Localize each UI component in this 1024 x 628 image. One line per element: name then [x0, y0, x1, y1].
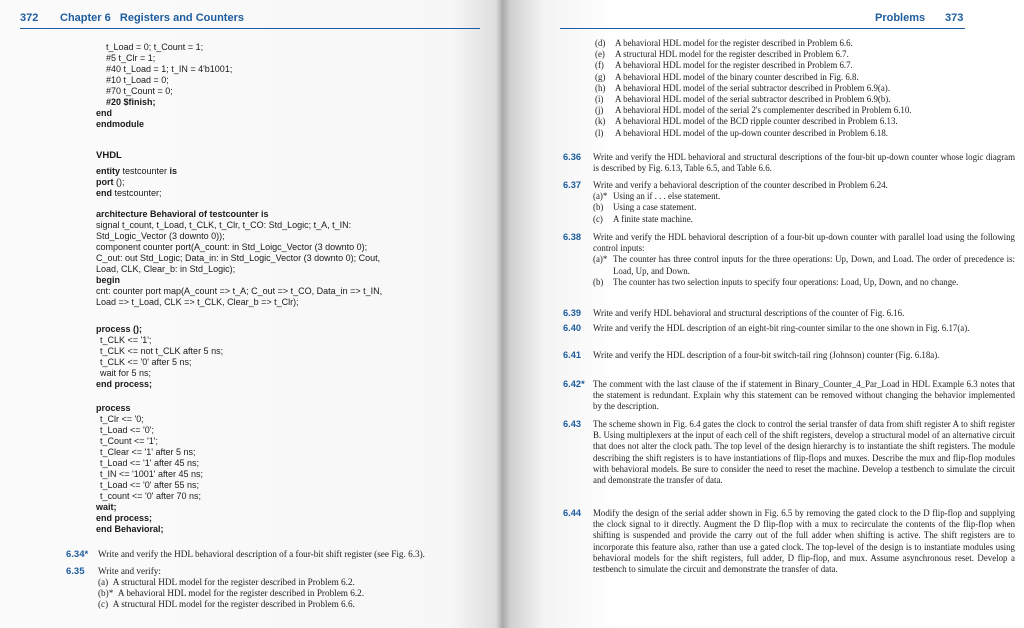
list-item	[593, 191, 1015, 202]
list-item	[595, 105, 1015, 116]
problem-number: 6.39	[563, 308, 582, 318]
item-label: (e)	[595, 49, 605, 60]
code-token: entity	[96, 166, 123, 176]
code-line: t_CLK <= not t_CLK after 5 ns;	[100, 346, 224, 356]
list-item	[66, 599, 486, 610]
code-token: testcounter;	[114, 188, 162, 198]
item-label: (b)	[593, 276, 604, 287]
item-label: (g)	[595, 71, 606, 82]
code-line: process ();	[96, 324, 143, 334]
list-item	[593, 214, 1015, 225]
code-line: t_Load <= '0';	[100, 425, 154, 435]
code-line: #20 $finish;	[106, 97, 156, 107]
problems-header: Problems	[875, 12, 926, 24]
problem-6-44	[563, 508, 1015, 575]
code-line: end Behavioral;	[96, 524, 164, 534]
item-text: A behavioral HDL model of the serial subtractor described in Problem 6.9(a).	[615, 82, 890, 93]
code-token: testcounter	[122, 166, 170, 176]
vhdl-entity	[96, 166, 177, 199]
list-item	[593, 277, 1015, 288]
problem-text: Write and verify a behavioral description of the counter described in Problem 6.24.	[593, 180, 888, 190]
problem-number: 6.36	[563, 152, 582, 162]
item-text: Using an if . . . else statement.	[613, 191, 721, 202]
problem-number: 6.37	[563, 180, 582, 190]
problem-number: 6.41	[563, 350, 582, 360]
code-line: end process;	[96, 513, 153, 523]
code-line: Std_Logic_Vector (3 downto 0));	[96, 231, 225, 241]
problem-6-38	[563, 232, 1015, 288]
item-label: (i)	[595, 94, 604, 105]
item-text: A structural HDL model for the register described in Problem 6.7.	[615, 49, 849, 60]
item-text: A behavioral HDL model of the serial subtractor described in Problem 6.9(b).	[615, 94, 891, 105]
code-line: t_Load = 0; t_Count = 1;	[106, 42, 204, 52]
list-item	[595, 38, 1015, 49]
list-item	[595, 128, 1015, 139]
problem-number: 6.40	[563, 323, 582, 333]
code-line: t_Count <= '1';	[100, 436, 158, 446]
code-line: Load, CLK, Clear_b: in Std_Logic);	[96, 264, 236, 274]
code-line: endmodule	[96, 119, 145, 129]
problem-6-42	[563, 379, 1015, 413]
left-page-number: 372	[20, 12, 39, 24]
item-label: (a)*	[593, 191, 608, 202]
code-line: wait;	[96, 502, 117, 512]
code-line: wait for 5 ns;	[100, 368, 152, 378]
code-line	[96, 188, 177, 199]
item-label: (a)*	[593, 254, 608, 265]
vhdl-process-1	[96, 324, 223, 390]
item-label: (j)	[595, 105, 604, 116]
code-line: component counter port(A_count: in Std_Loigc_Vector (3 downto 0);	[96, 242, 368, 252]
item-text: The counter has two selection inputs to specify four operations: Load, Up, Down, and no change.	[613, 276, 959, 287]
code-line: end process;	[96, 379, 153, 389]
list-item	[595, 49, 1015, 60]
problem-6-40	[563, 323, 1015, 334]
problem-number: 6.35	[66, 566, 85, 577]
item-label: (b)	[593, 202, 604, 213]
item-label: (a)	[98, 577, 109, 587]
problem-text: The comment with the last clause of the if statement in Binary_Counter_4_Par_Load in HDL Example 6.3 notes that the statement is redundant. Explain why this statement can be removed without changing the behavior implemented by the description.	[593, 379, 1015, 412]
code-token: end	[96, 188, 115, 198]
problem-text: Write and verify the HDL behavioral and structural descriptions of the four-bit up-down counter whose logic diagram is described by Fig. 6.13, Table 6.5, and Table 6.6.	[593, 152, 1015, 174]
item-text: A behavioral HDL model of the binary counter described in Fig. 6.8.	[615, 71, 859, 82]
problem-body	[593, 180, 1015, 225]
vhdl-label: VHDL	[96, 150, 122, 161]
problem-text: Write and verify HDL behavioral and structural descriptions of the counter of Fig. 6.16.	[593, 308, 905, 318]
problem-continuation-list	[595, 38, 1015, 139]
code-line: t_Load <= '1' after 45 ns;	[100, 458, 200, 468]
code-line: architecture Behavioral of testcounter is	[96, 209, 269, 219]
code-token: ();	[116, 177, 125, 187]
code-line: t_IN <= '1001' after 45 ns;	[100, 469, 204, 479]
code-line	[96, 177, 177, 188]
item-text: A finite state machine.	[613, 213, 693, 224]
list-item	[595, 60, 1015, 71]
item-text: A behavioral HDL model for the register described in Problem 6.7.	[615, 60, 853, 71]
item-text: A structural HDL model for the register described in Problem 6.6.	[112, 599, 355, 609]
item-text: The counter has three control inputs for the three operations: Up, Down, and Load. The order of precedence is: Load, Up, and Down.	[613, 254, 1015, 276]
code-line: #40 t_Load = 1; t_IN = 4'b1001;	[106, 64, 233, 74]
item-label: (k)	[595, 116, 606, 127]
left-header-rule	[20, 28, 480, 29]
vhdl-process-2	[96, 403, 203, 535]
code-line: t_Load <= '0' after 55 ns;	[100, 480, 200, 490]
item-label: (c)	[593, 213, 603, 224]
list-item	[66, 577, 486, 588]
list-item	[593, 254, 1015, 276]
item-text: A structural HDL model for the register described in Problem 6.2.	[112, 577, 355, 587]
list-item	[595, 94, 1015, 105]
item-label: (l)	[595, 127, 604, 138]
list-item	[593, 202, 1015, 213]
problem-text: Write and verify the HDL description of a four-bit switch-tail ring (Johnson) counter (Fig. 6.18a).	[593, 350, 940, 360]
code-line: begin	[96, 275, 120, 285]
code-line: #5 t_Clr = 1;	[106, 53, 156, 63]
left-page	[0, 0, 505, 628]
code-line: end	[96, 108, 113, 118]
problem-text: Write and verify:	[98, 566, 161, 576]
code-line: t_Clr <= '0;	[100, 414, 144, 424]
problem-6-34	[66, 549, 486, 560]
right-header-rule	[560, 28, 965, 29]
problem-number: 6.44	[563, 508, 582, 518]
right-page-number: 373	[945, 12, 964, 24]
code-line: t_count <= '0' after 70 ns;	[100, 491, 202, 501]
code-line	[96, 166, 177, 177]
code-line: #70 t_Count = 0;	[106, 86, 173, 96]
problem-text: Modify the design of the serial adder shown in Fig. 6.5 by removing the gated clock to the D flip-flop and supplying the clock signal to it directly. Augment the D flip-flop with a mux to recirculate the contents of the flip-flop when shifting is suspended and provide the carry out of the full adder when shifting is active. The shift registers are to incorporate this feature also, rather than use a gated clock. The top-level of the design is to instantiate modules using behavioral models for the shift registers, full adder, D flip-flop, and mux. Assume asynchronous reset. Develop a testbench to simulate the circuit and demonstrate the transfer of data.	[593, 508, 1015, 575]
problem-6-39	[563, 308, 1015, 319]
problem-number: 6.38	[563, 232, 582, 242]
item-text: A behavioral HDL model for the register described in Problem 6.6.	[615, 38, 853, 48]
vhdl-architecture	[96, 209, 382, 308]
item-text: A behavioral HDL model of the serial 2's complementer described in Problem 6.10.	[615, 105, 912, 116]
problem-6-37	[563, 180, 1015, 225]
code-line: process	[96, 403, 131, 413]
problem-number: 6.34*	[66, 549, 89, 560]
code-line: t_CLK <= '1';	[100, 335, 152, 345]
code-line: signal t_count, t_Load, t_CLK, t_Clr, t_CO: Std_Logic; t_A, t_IN:	[96, 220, 352, 230]
problem-6-43	[563, 419, 1015, 486]
code-line: t_Clear <= '1' after 5 ns;	[100, 447, 196, 457]
problem-text: Write and verify the HDL description of an eight-bit ring-counter similar to the one shown in Fig. 6.17(a).	[593, 323, 970, 333]
item-text: A behavioral HDL model for the register described in Problem 6.2.	[117, 588, 365, 598]
code-line: cnt: counter port map(A_count => t_A; C_out => t_CO, Data_in => t_IN,	[96, 286, 383, 296]
item-text: A behavioral HDL model of the BCD ripple counter described in Problem 6.13.	[615, 116, 898, 127]
problem-6-41	[563, 350, 1015, 361]
item-label: (c)	[98, 599, 109, 609]
list-item	[66, 588, 486, 599]
chapter-title: Chapter 6 Registers and Counters	[60, 12, 244, 24]
problem-text: Write and verify the HDL behavioral description of a four-bit shift register (see Fig. 6.3).	[98, 549, 425, 559]
code-token: port	[96, 177, 116, 187]
problem-text: The scheme shown in Fig. 6.4 gates the clock to control the serial transfer of data from shift register A to shift register B. Using multiplexers at the input of each cell of the shift registers, develop a structural model of an alternative circuit that does not alter the clock path. The top level of the design hierarchy is to instantiate the shift registers. The module describing the shift registers is to have instantiations of flip-flops and muxes. Describe the mux and flip-flop modules with behavioral models. Be sure to consider the need to reset the machine. Develop a testbench to simulate the circuit and demonstrate the transfer of data.	[593, 419, 1015, 486]
item-label: (d)	[595, 38, 606, 48]
item-text: A behavioral HDL model of the up-down counter described in Problem 6.18.	[615, 127, 889, 138]
code-token: is	[169, 166, 178, 176]
item-label: (b)*	[98, 588, 114, 598]
code-line: t_CLK <= '0' after 5 ns;	[100, 357, 192, 367]
right-page	[515, 0, 1024, 628]
code-line: #10 t_Load = 0;	[106, 75, 169, 85]
code-line: C_out: out Std_Logic; Data_in: in Std_Logic_Vector (3 downto 0); Cout,	[96, 253, 381, 263]
problem-text: Write and verify the HDL behavioral description of a four-bit up-down counter with parallel load using the following control inputs:	[593, 232, 1015, 254]
item-text: Using a case statement.	[613, 202, 697, 213]
problem-6-36	[563, 152, 1015, 174]
code-line: Load => t_Load, CLK => t_CLK, Clear_b => t_Clr);	[96, 297, 299, 307]
problem-body	[593, 232, 1015, 288]
list-item	[595, 83, 1015, 94]
list-item	[595, 72, 1015, 83]
problem-number: 6.43	[563, 419, 582, 429]
list-item	[595, 116, 1015, 127]
problem-number: 6.42*	[563, 379, 585, 389]
problem-6-35	[66, 566, 486, 610]
item-label: (f)	[595, 60, 604, 71]
verilog-code-tail	[96, 42, 232, 130]
item-label: (h)	[595, 82, 606, 93]
